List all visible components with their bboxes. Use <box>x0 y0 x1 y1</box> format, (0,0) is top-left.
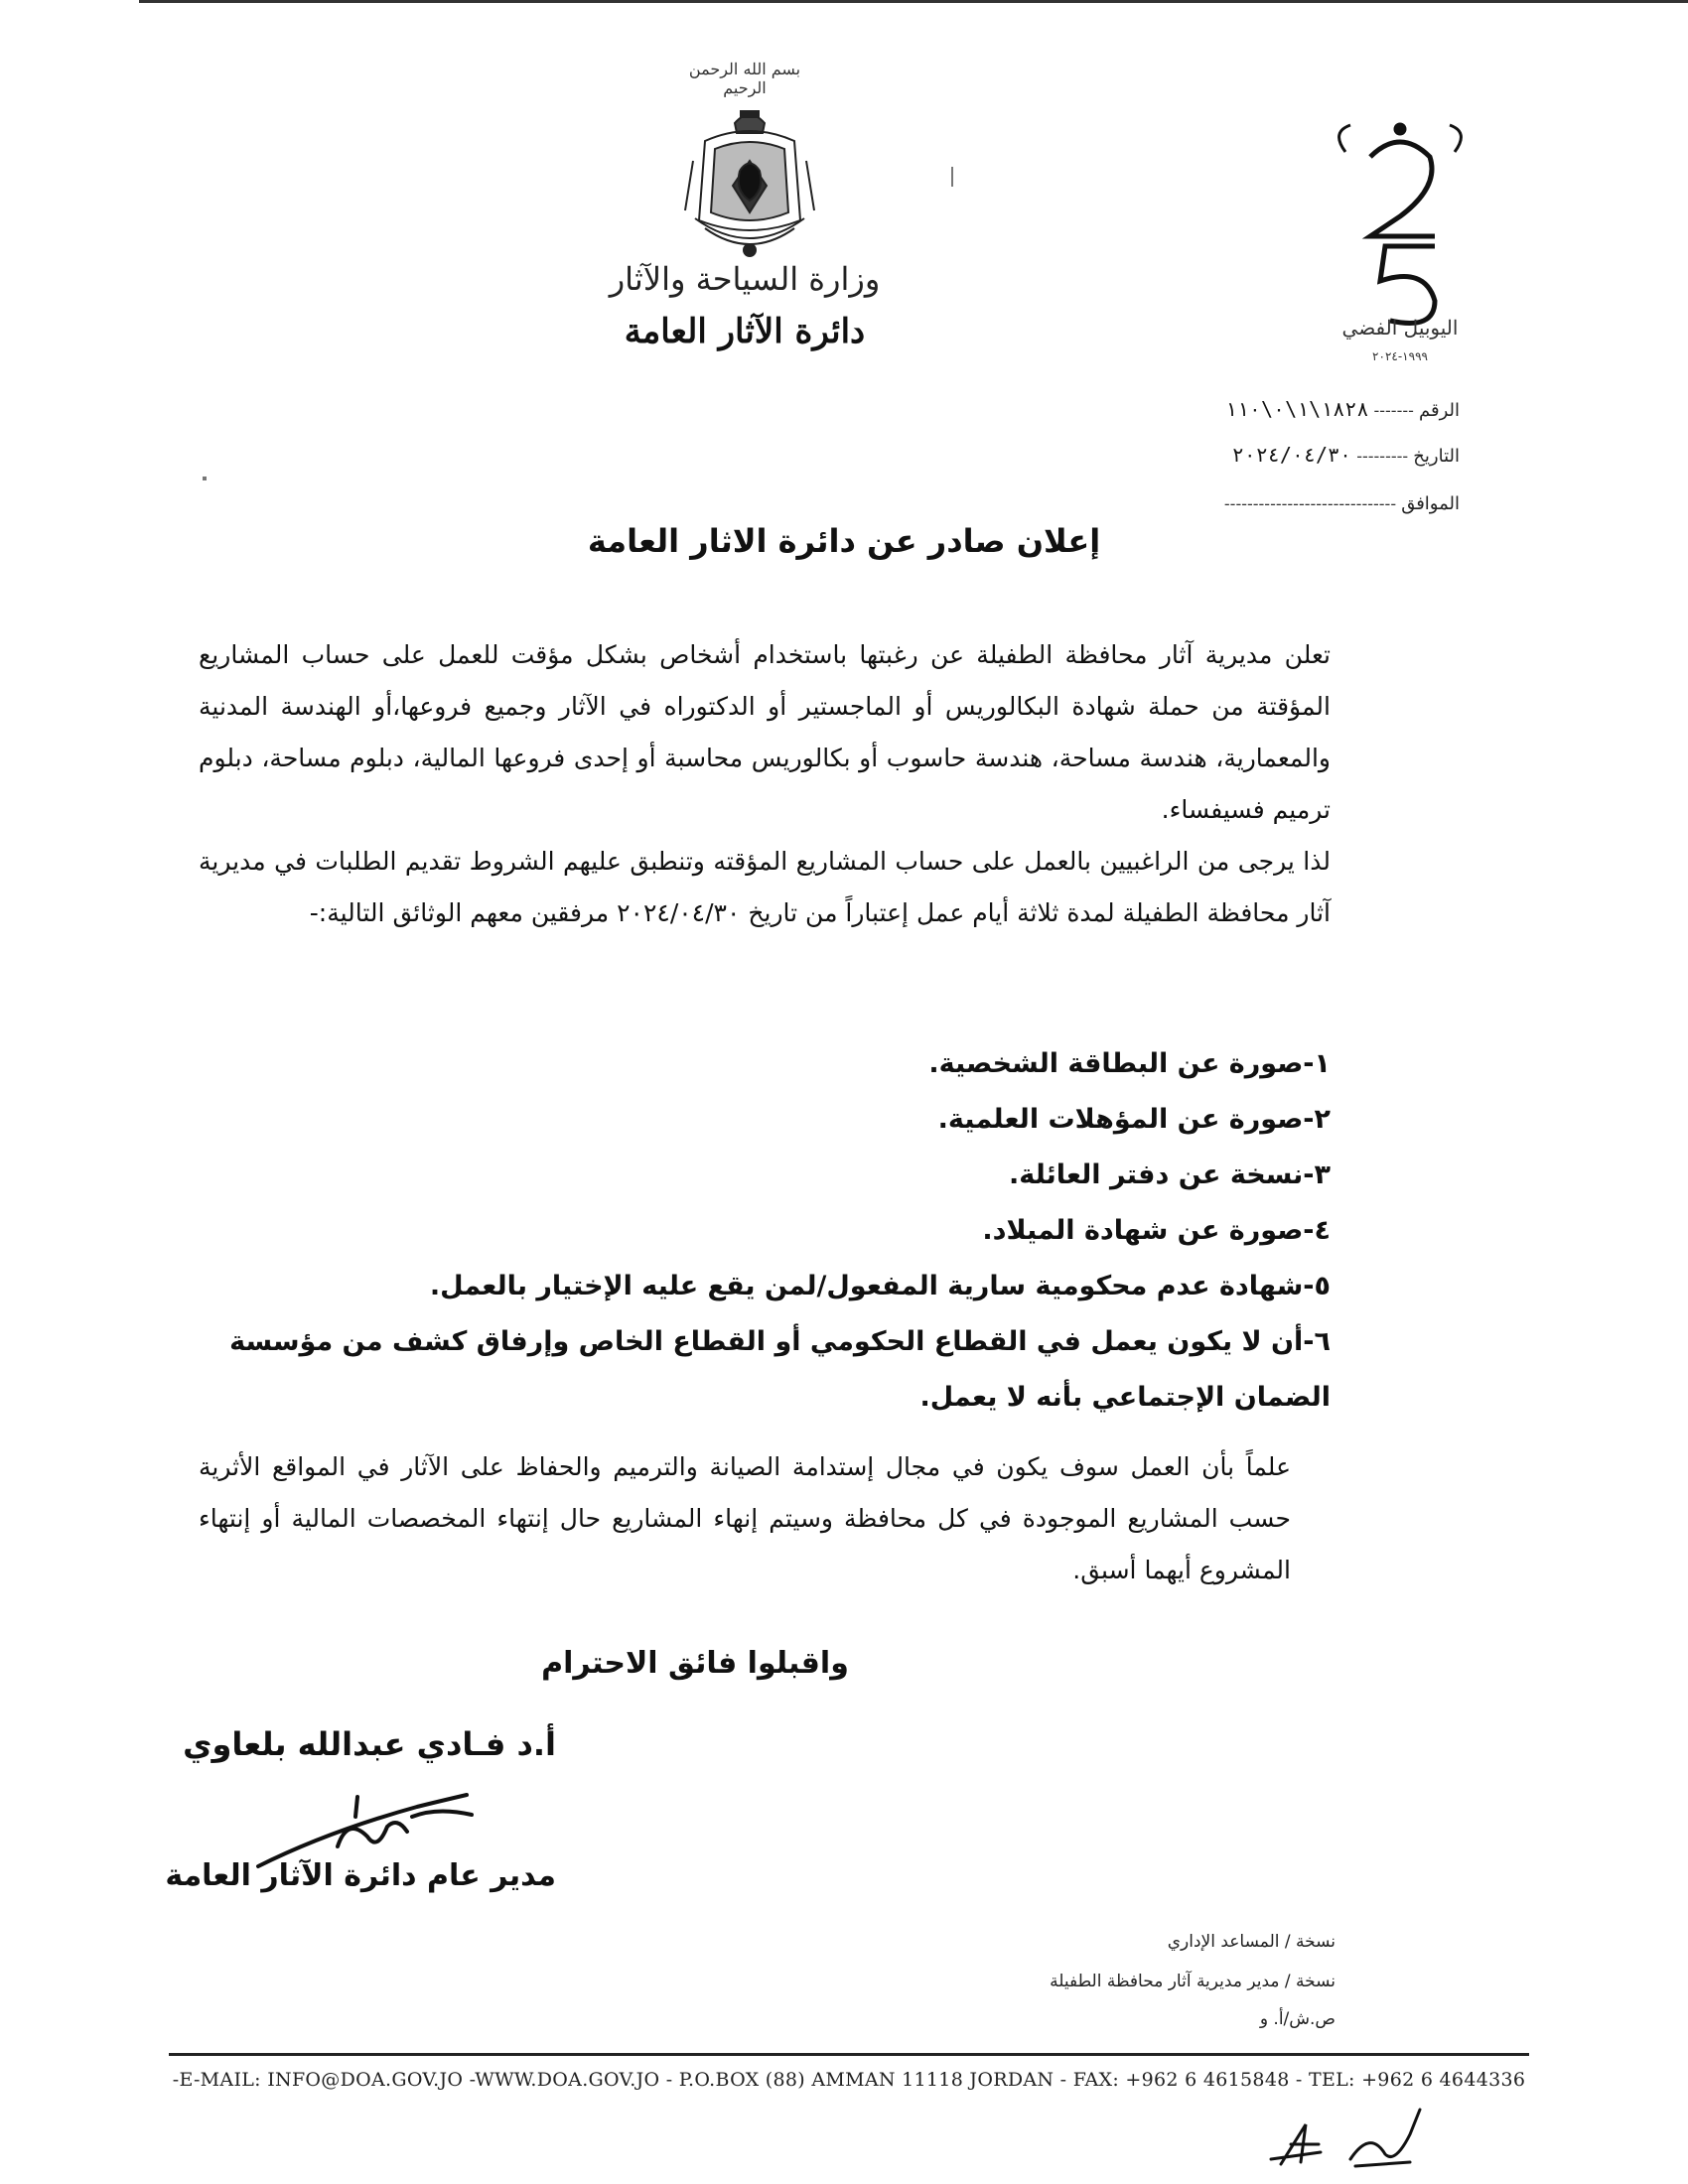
instructions-paragraph: لذا يرجى من الراغبيين بالعمل على حساب المشاريع المؤقته وتنطبق عليهم الشروط تقديم الطلبات في مديرية آثار محافظة الطفيلة لمدة ثلاثة أيام عمل إعتباراً من تاريخ ٢٠٢٤/٠٤/٣٠ مرفقين معهم الوثائق التالية:- <box>199 847 1331 927</box>
basmala-text: بسم الله الرحمن الرحيم <box>688 60 801 97</box>
document-item-5: ٥-شهادة عدم محكومية سارية المفعول/لمن يقع عليه الإختيار بالعمل. <box>429 1271 1331 1301</box>
announcement-title: إعلان صادر عن دائرة الاثار العامة <box>587 522 1101 560</box>
dash-leader: --------- <box>1356 447 1409 466</box>
dash-leader: ------------------------------ <box>1223 494 1397 513</box>
scan-mark <box>951 167 953 187</box>
signer-title: مدير عام دائرة الآثار العامة <box>165 1858 556 1893</box>
scan-mark <box>203 477 207 480</box>
jubilee-label: اليوبيل الفضي <box>1341 316 1459 340</box>
hijri-date-label: الموافق <box>1401 493 1460 514</box>
intro-paragraph: تعلن مديرية آثار محافظة الطفيلة عن رغبتها باستخدام أشخاص بشكل مؤقت للعمل على حساب المشاريع المؤقتة من حملة شهادة البكالوريس أو الماجستير أو الدكتوراه في الآثار وجميع فروعها،أو الهندسة المدنية والمعمارية، هندسة مساحة، هندسة حاسوب أو بكالوريس محاسبة أو إحدى فروعها المالية، دبلوم مساحة، دبلوم ترميم فسيفساء. <box>199 640 1331 824</box>
date-row <box>1102 443 1460 478</box>
work-scope-paragraph: علماً بأن العمل سوف يكون في مجال إستدامة الصيانة والترميم والحفاظ على الآثار في المواقع الأثرية حسب المشاريع الموجودة في كل محافظة وسيتم إنهاء المشاريع حال إنتهاء المخصصات المالية أو إنتهاء المشروع أيهما أسبق. <box>199 1452 1291 1584</box>
date-value: ٢٠٢٤/٠٤/٣٠ <box>1231 443 1352 467</box>
date-label: التاريخ <box>1413 446 1460 467</box>
closing-regards: واقبلوا فائق الاحترام <box>541 1646 849 1681</box>
copy-recipient-2: نسخة / مدير مديرية آثار محافظة الطفيلة <box>1050 1972 1336 1991</box>
ministry-name: وزارة السياحة والآثار <box>609 260 881 298</box>
document-item-2: ٢-صورة عن المؤهلات العلمية. <box>937 1104 1331 1135</box>
handwritten-initials <box>1261 2105 1430 2174</box>
document-item-6: ٦-أن لا يكون يعمل في القطاع الحكومي أو القطاع الخاص وإرفاق كشف من مؤسسة الضمان الإجتماعي بأنه لا يعمل. <box>229 1326 1331 1413</box>
dash-leader: ------- <box>1373 401 1414 420</box>
reference-number-label: الرقم <box>1418 400 1460 421</box>
signer-name: أ.د فـادي عبدالله بلعاوي <box>183 1725 556 1763</box>
department-name: دائرة الآثار العامة <box>624 312 866 351</box>
copy-recipient-1: نسخة / المساعد الإداري <box>1167 1932 1336 1952</box>
hijri-date-row <box>1102 490 1460 526</box>
silver-jubilee-logo <box>1331 117 1470 336</box>
document-item-4: ٤-صورة عن شهادة الميلاد. <box>982 1215 1331 1246</box>
reference-number-row <box>1102 397 1460 433</box>
footer-contact-info: -E-MAIL: INFO@DOA.GOV.JO -WWW.DOA.GOV.JO - P.O.BOX (88) AMMAN 11118 JORDAN - FAX: +962 6 4615848 - TEL: +962 6 4644336 <box>172 2069 1526 2091</box>
footer-rule <box>169 2053 1529 2056</box>
copy-initials: ص.ش/أ. و <box>1259 2009 1336 2029</box>
jubilee-years: ١٩٩٩-٢٠٢٤ <box>1372 349 1428 363</box>
coat-of-arms-emblem <box>675 101 824 265</box>
document-item-3: ٣-نسخة عن دفتر العائلة. <box>1009 1160 1331 1190</box>
document-item-1: ١-صورة عن البطاقة الشخصية. <box>928 1048 1331 1079</box>
reference-number-value: ١٨٢٨\١\٠\١١٠ <box>1224 397 1369 421</box>
top-border-line <box>139 0 1688 3</box>
